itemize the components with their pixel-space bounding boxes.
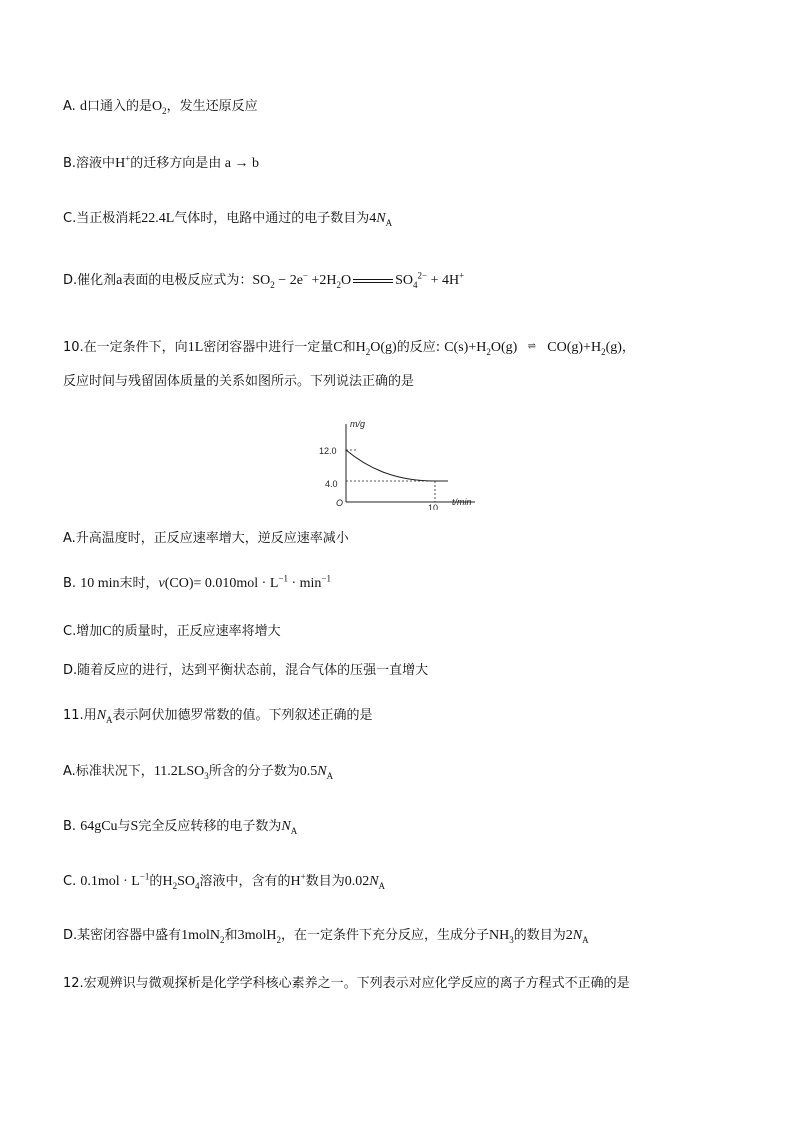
q10-option-d: D.随着反应的进行，达到平衡状态前，混合气体的压强一直增大 (63, 663, 429, 678)
q11-option-d: D.某密闭容器中盛有1molN$_2$和3molH$_2$，在一定条件下充分反应，生成分子$NH_3$的数目为$2N_A$ (63, 928, 589, 945)
q10-option-c: C.增加C的质量时，正反应速率将增大 (63, 624, 281, 639)
y-axis-label: m/g (350, 419, 366, 429)
origin-label: O (336, 498, 344, 508)
q10-option-a: A.升高温度时，正反应速率增大，逆反应速率减小 (63, 531, 349, 546)
q11-option-b: B. 64gCu与S完全反应转移的电子数为$N_A$ (63, 819, 298, 836)
q10-stem-line1: 10.在一定条件下，向1L密闭容器中进行一定量C和$H_2O(g)$的反应: $C(s)+H_2O(g)$ ⇌ $CO(g)+H_2(g)$， (63, 340, 635, 357)
q11-option-c: C. $0.1mol \cdot L^{-1}$的$H_2SO_4$溶液中，含有的H+数目为$0.02N_A$ (63, 871, 386, 891)
q11-option-a: A.标准状况下，$11.2LSO_3$所含的分子数为$0.5N_A$ (63, 764, 334, 781)
equals-sign (351, 276, 395, 286)
q9-option-b: B.溶液中H+的迁移方向是由 a → b (63, 153, 259, 171)
mass-time-graph (310, 418, 485, 510)
q9-option-d: D.催化剂a表面的电极反应式为：$SO_2 - 2e^- +2H_2O$ $SO_4^{2-} + 4H^+$ (63, 270, 465, 290)
x-axis-label: t/min (452, 497, 472, 507)
reversible-arrow-icon: ⇌ (527, 341, 537, 352)
q12-stem: 12.宏观辨识与微观探析是化学学科核心素养之一。下列表示对应化学反应的离子方程式不正确的是 (63, 976, 630, 991)
y-tick-low: 4.0 (325, 479, 338, 489)
x-tick-label: 10 (428, 503, 439, 510)
mass-curve (346, 450, 448, 481)
q10-option-b: B. 10 min末时，$v(CO)= 0.010mol \cdot L^{-1} \cdot \min^{-1}$ (63, 573, 331, 591)
q9-option-a: A. d口通入的是$O_2$，发生还原反应 (63, 99, 258, 116)
q10-stem-line2: 反应时间与残留固体质量的关系如图所示。下列说法正确的是 (63, 374, 415, 389)
reaction-equation: $C(s)+H_2O(g)$ ⇌ $CO(g)+H_2(g)$ (444, 340, 622, 357)
y-tick-high: 12.0 (319, 446, 337, 456)
q11-stem: 11.用$N_A$表示阿伏加德罗常数的值。下列叙述正确的是 (63, 708, 373, 725)
q9-option-c: C.当正极消耗22.4L气体时，电路中通过的电子数目为$4N_A$ (63, 211, 393, 228)
electrode-equation: $SO_2 - 2e^- +2H_2O$ $SO_4^{2-} + 4H^+$ (252, 270, 465, 290)
